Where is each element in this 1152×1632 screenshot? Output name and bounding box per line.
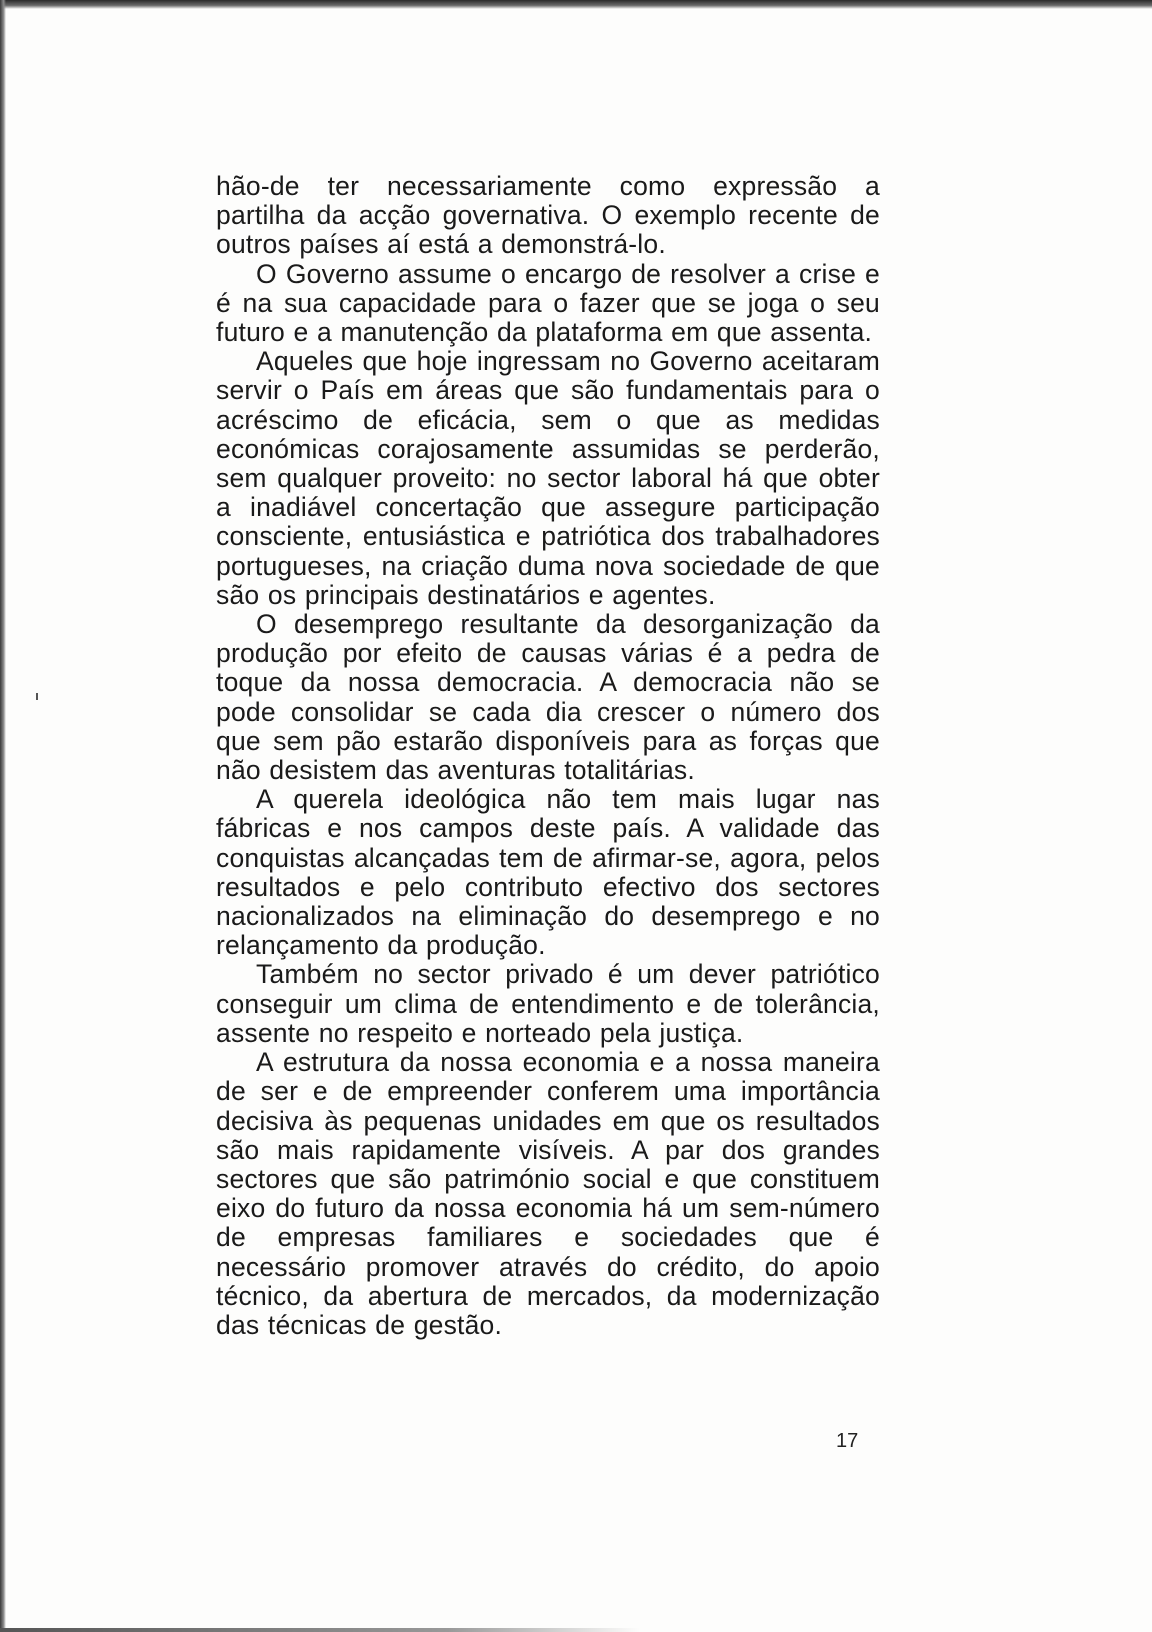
page-number: 17 — [836, 1430, 859, 1452]
body-text — [216, 172, 880, 1340]
scan-edge-top — [0, 0, 1152, 9]
paragraph-5: A querela ideológica não tem mais lugar nas fábricas e nos campos deste país. A validade das conquistas alcançadas tem de afirmar-se, agora, pelos resultados e pelo contributo efectivo dos sectores nacionalizados na eliminação do desemprego e no relançamento da produção. — [216, 784, 880, 961]
scan-speck — [36, 693, 38, 700]
paragraph-1: hão-de ter necessariamente como expressão a partilha da acção governativa. O exemplo recente de outros países aí está a demonstrá-lo. — [216, 171, 880, 260]
paragraph-6: Também no sector privado é um dever patriótico conseguir um clima de entendimento e de tolerância, assente no respeito e norteado pela justiça. — [216, 959, 880, 1048]
scan-edge-bottom — [0, 1628, 640, 1632]
paragraph-3: Aqueles que hoje ingressam no Governo aceitaram servir o País em áreas que são fundamentais para o acréscimo de eficácia, sem o que as medidas económicas corajosamente assumidas se perderão, sem qualquer proveito: no sector laboral há que obter a inadiável concertação que assegure participação consciente, entusiástica e patriótica dos trabalhadores portugueses, na criação duma nova sociedade de que são os principais destinatários e agentes. — [216, 346, 880, 610]
paragraph-2: O Governo assume o encargo de resolver a crise e é na sua capacidade para o fazer que se joga o seu futuro e a manutenção da plataforma em que assenta. — [216, 258, 880, 348]
paragraph-7: A estrutura da nossa economia e a nossa maneira de ser e de empreender conferem uma importância decisiva às pequenas unidades em que os resultados são mais rapidamente visíveis. A par dos grandes sectores que são património social e que constituem eixo do futuro da nossa economia há um sem-número de empresas familiares e sociedades que é necessário promover através do crédito, do apoio técnico, da abertura de mercados, da modernização das técnicas de gestão. — [216, 1047, 880, 1340]
scan-edge-left — [0, 0, 6, 1632]
paragraph-4: O desemprego resultante da desorganização da produção por efeito de causas várias é a pedra de toque da nossa democracia. A democracia não se pode consolidar se cada dia crescer o número dos que sem pão estarão disponíveis para as forças que não desistem das aventuras totalitárias. — [216, 609, 880, 786]
